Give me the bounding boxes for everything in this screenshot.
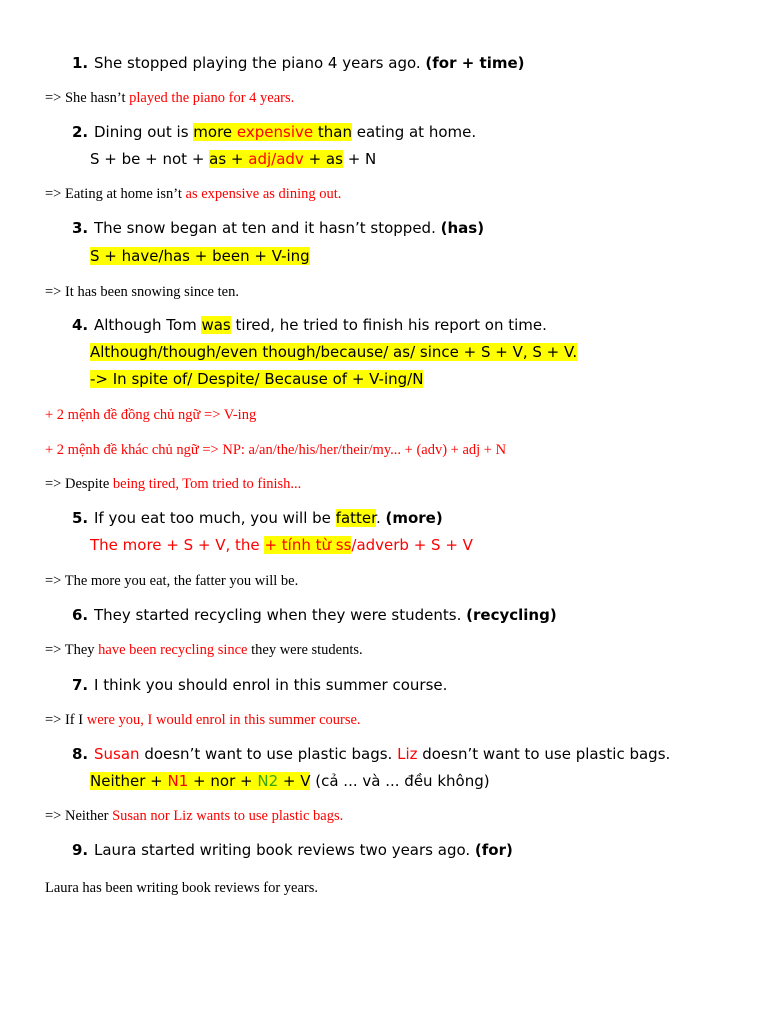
highlight: + tính từ ss <box>264 536 352 554</box>
answer-text: have been recycling since <box>98 642 248 658</box>
formula-text: + N <box>342 150 377 168</box>
answer-6 <box>45 640 363 660</box>
note-4b <box>45 440 506 460</box>
highlight: N2 <box>257 772 279 790</box>
answer-text: => The more you eat, the fatter you will be. <box>45 573 299 589</box>
answer-prefix: => Despite <box>45 476 113 492</box>
answer-5 <box>45 571 298 591</box>
formula-text: S + be + not + <box>90 150 210 168</box>
highlight: than <box>313 123 352 141</box>
highlight: S + have/has + been + V-ing <box>90 247 310 265</box>
question-3 <box>72 218 484 238</box>
question-hint: (more) <box>385 509 443 527</box>
question-number: 3. <box>72 219 89 237</box>
question-hint: (for + time) <box>425 54 525 72</box>
answer-prefix: => Neither <box>45 808 113 824</box>
highlight: + V <box>278 772 311 790</box>
highlight: N1 <box>167 772 189 790</box>
question-8 <box>72 744 670 764</box>
answer-suffix: they were students. <box>247 642 363 658</box>
answer-text: being tired, Tom tried to finish... <box>112 476 302 492</box>
question-4 <box>72 315 547 335</box>
highlight: more <box>193 123 237 141</box>
answer-8 <box>45 806 343 826</box>
question-text: . <box>375 509 386 527</box>
question-text: The snow began at ten and it hasn’t stopped. <box>94 219 441 237</box>
answer-text: played the piano for 4 years. <box>129 90 295 106</box>
formula-4b <box>90 369 423 389</box>
question-number: 8. <box>72 745 89 763</box>
question-2 <box>72 122 476 142</box>
name-highlight: Liz <box>397 745 418 763</box>
question-number: 9. <box>72 841 89 859</box>
highlight: + nor + <box>188 772 258 790</box>
question-text: doesn’t want to use plastic bags. <box>417 745 671 763</box>
question-text: If you eat too much, you will be <box>94 509 336 527</box>
question-text: eating at home. <box>351 123 477 141</box>
answer-1 <box>45 88 294 108</box>
question-number: 1. <box>72 54 89 72</box>
question-text: tired, he tried to finish his report on time. <box>230 316 547 334</box>
answer-prefix: => They <box>45 642 99 658</box>
highlight: adj/adv <box>248 150 304 168</box>
question-number: 6. <box>72 606 89 624</box>
answer-text: Susan nor Liz wants to use plastic bags. <box>112 808 344 824</box>
answer-text: => It has been snowing since ten. <box>45 284 239 300</box>
note-text: + 2 mệnh đề đồng chủ ngữ => V-ing <box>45 407 257 423</box>
question-text: She stopped playing the piano 4 years ago. <box>94 54 426 72</box>
note-text: + 2 mệnh đề khác chủ ngữ => NP: a/an/the/his/her/their/my... + (adv) + adj + N <box>45 442 507 458</box>
answer-text: as expensive as dining out. <box>185 186 342 202</box>
question-hint: (recycling) <box>466 606 557 624</box>
formula-2 <box>90 149 376 169</box>
question-number: 7. <box>72 676 89 694</box>
formula-8 <box>90 771 490 791</box>
highlight: -> In spite of/ Despite/ Because of + V-ing/N <box>90 370 424 388</box>
question-9 <box>72 840 513 860</box>
formula-5 <box>90 535 473 555</box>
formula-text: The more + S + V, the <box>90 536 265 554</box>
answer-prefix: => She hasn’t <box>45 90 130 106</box>
question-number: 2. <box>72 123 89 141</box>
answer-text: Laura has been writing book reviews for years. <box>45 880 318 896</box>
name-highlight: Susan <box>94 745 140 763</box>
formula-note: (cả ... và ... đều không) <box>310 772 490 790</box>
question-5 <box>72 508 443 528</box>
question-text: They started recycling when they were students. <box>94 606 467 624</box>
question-text: Laura started writing book reviews two years ago. <box>94 841 475 859</box>
answer-4 <box>45 474 301 494</box>
question-hint: (has) <box>440 219 485 237</box>
question-number: 4. <box>72 316 89 334</box>
question-text: Dining out is <box>94 123 194 141</box>
answer-prefix: => If I <box>45 712 87 728</box>
question-1 <box>72 53 525 73</box>
formula-3 <box>90 246 310 266</box>
highlight: as + <box>209 150 249 168</box>
answer-9 <box>45 878 318 898</box>
highlight: expensive <box>236 123 314 141</box>
note-4a <box>45 405 256 425</box>
highlight: was <box>201 316 231 334</box>
answer-text: were you, I would enrol in this summer course. <box>86 712 361 728</box>
answer-7 <box>45 710 361 730</box>
question-number: 5. <box>72 509 89 527</box>
highlight: Although/though/even though/because/ as/ since + S + V, S + V. <box>90 343 578 361</box>
highlight: Neither + <box>90 772 168 790</box>
question-text: I think you should enrol in this summer course. <box>94 676 448 694</box>
answer-prefix: => Eating at home isn’t <box>45 186 186 202</box>
highlight: + as <box>303 150 343 168</box>
question-7 <box>72 675 447 695</box>
highlight: fatter <box>335 509 376 527</box>
question-text: Although Tom <box>94 316 202 334</box>
question-text: doesn’t want to use plastic bags. <box>139 745 398 763</box>
answer-3 <box>45 282 239 302</box>
formula-text: /adverb + S + V <box>351 536 473 554</box>
formula-4a <box>90 342 577 362</box>
answer-2 <box>45 184 341 204</box>
question-hint: (for) <box>474 841 513 859</box>
question-6 <box>72 605 557 625</box>
